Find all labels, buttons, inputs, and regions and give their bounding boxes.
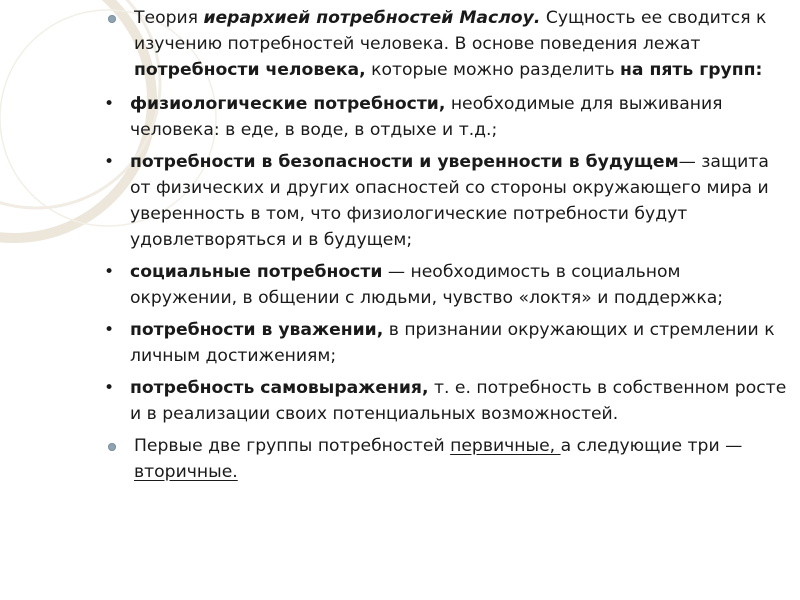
small-bullet-icon: •: [104, 262, 115, 282]
intro-theory: иерархией потребностей Маслоу.: [203, 8, 541, 28]
item-title: физиологические потребности,: [130, 94, 446, 114]
intro-lead: Теория: [134, 8, 204, 28]
list-item-safety: [104, 149, 792, 253]
list-item-social: [104, 259, 792, 311]
item-title: потребности в уважении,: [130, 320, 384, 340]
intro-mid: Сущность ее сводится к изучению потребностей человека. В основе поведения лежат: [134, 8, 767, 54]
item-text: т. е. потребность в собственном росте и в реализации своих потенциальных возможностей.: [130, 378, 787, 424]
item-title: социальные потребности: [130, 262, 383, 282]
intro-tail: которые можно разделить: [365, 60, 621, 80]
small-bullet-icon: •: [104, 378, 115, 398]
outro-paragraph: [108, 433, 792, 485]
list-item-self-actualization: [104, 375, 792, 427]
bullet-dot-icon: [108, 5, 116, 31]
item-title: потребности в безопасности и уверенности в будущем: [130, 152, 679, 172]
list-item-esteem: [104, 317, 792, 369]
outro-primary: первичные,: [450, 436, 561, 456]
outro-mid: а следующие три —: [560, 436, 743, 456]
outro-secondary: вторичные.: [134, 462, 238, 482]
item-text: — защита от физических и других опасностей со стороны окружающего мира и уверенность в том, что физиологические потребности будут удовлетворяться и в будущем;: [130, 152, 769, 250]
intro-paragraph: [108, 5, 792, 83]
intro-needs: потребности человека,: [134, 60, 366, 80]
bullet-dot-icon: [108, 433, 116, 459]
item-text: необходимые для выживания человека: в еде, в воде, в отдыхе и т.д.;: [130, 94, 723, 140]
list-item-physiological: [104, 91, 792, 143]
item-text: в признании окружающих и стремлении к личным достижениям;: [130, 320, 775, 366]
item-title: потребность самовыражения,: [130, 378, 429, 398]
small-bullet-icon: •: [104, 152, 115, 172]
intro-groups: на пять групп:: [620, 60, 763, 80]
outro-lead: Первые две группы потребностей: [134, 436, 451, 456]
item-text: — необходимость в социальном окружении, в общении с людьми, чувство «локтя» и поддержка;: [130, 262, 724, 308]
small-bullet-icon: •: [104, 320, 115, 340]
slide-text-body: [104, 5, 792, 485]
small-bullet-icon: •: [104, 94, 115, 114]
